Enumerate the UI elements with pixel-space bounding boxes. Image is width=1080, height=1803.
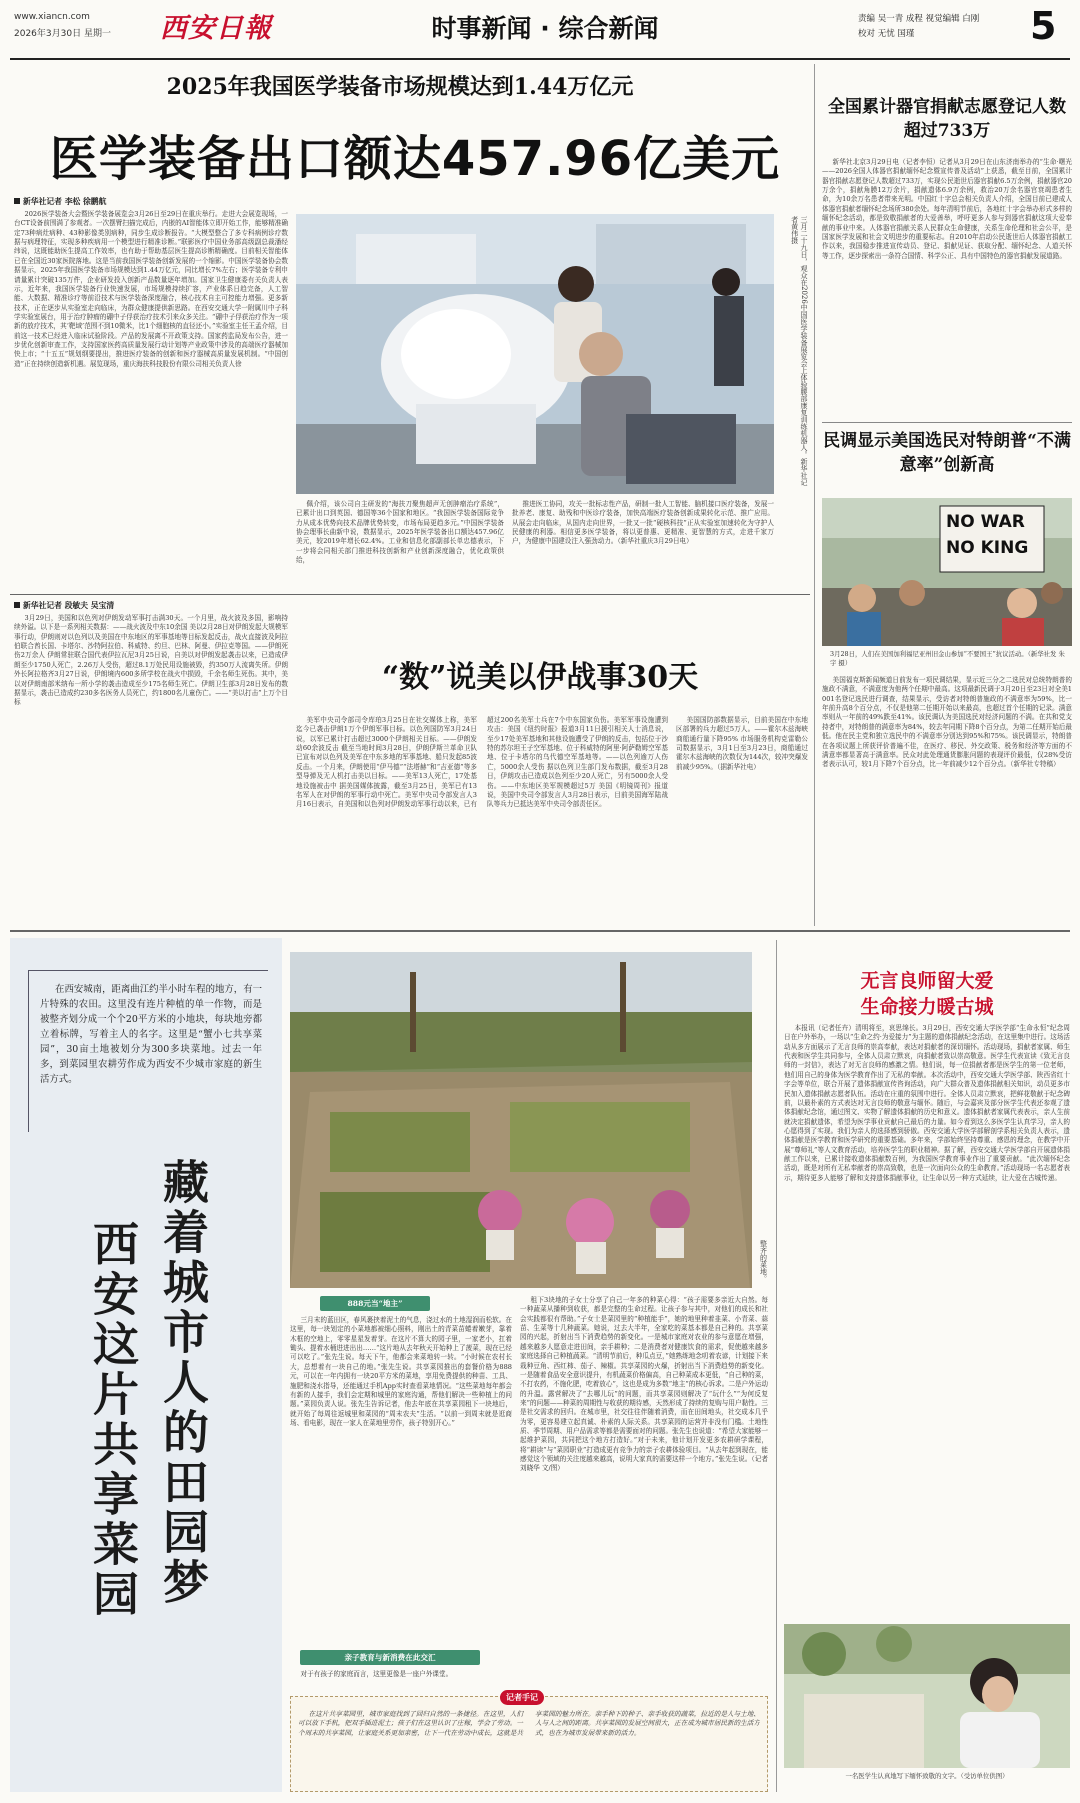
- war-column-3: [676, 716, 808, 924]
- section-title: 时事新闻 · 综合新闻: [431, 14, 659, 43]
- site-url[interactable]: www.xiancn.com: [14, 12, 90, 22]
- feature-col1-text: 三月末的蓝田区，春风裹挟着泥土的气息，浇过水的土地湿润而松软。在这里，每一块划定的小菜地都被细心照料，刚出土的青菜苗蜷着嫩芽，靠着木框的空地上，零零星星发着芽。在这片不算大的园子里，一家老小，扛着锄头、提着水桶进进出出……“这片地从去年秋天开始种上了菠菜，现在已经可以吃了。”张先生说。每天下午，他都会来菜地转一转。“小时候在农村长大，总想着有一块自己的地。”张先生说。共享菜园推出的套餐价格为888元，可以在一年内拥有一块20平方米的菜地，享用免费提供的种苗、工具、施肥和浇水指导，还能通过手机App实时查看菜地情况。“这些菜地每年都会有新的人接手，我们会定期和城里的家庭沟通，帮他们解决一些种植上的问题。”菜园负责人说。张先生告诉记者，他去年底在共享菜园租下一块地后，就开始了每周往返城里和菜园的“周末农夫”生活。“以前一到周末就是逛商场、看电影，现在一家人在菜地里劳作，孩子特别开心。”: [290, 1316, 512, 1427]
- reporter-note-body: [298, 1710, 760, 1788]
- masthead: [0, 0, 1080, 58]
- protest-sign-line1: NO WAR: [946, 512, 1025, 532]
- mentor-body: [784, 1024, 1070, 1616]
- mentor-text: 本报讯（记者任卉）清明将至，哀思绵长。3月29日，西安交通大学医学部“生命永恒”纪念周日在户外举办，一场以“生命之约·为爱接力”为主题的遗体捐献纪念活动，在这里集中进行。这场活动从多方面展示了无言良师的崇高奉献，表达对捐献者的深切缅怀。活动现场，捐献者家属、师生代表和医学生共同参与，全体人员肃立默哀，向捐献者致以崇高敬意。医学生代表宣读《致无言良师的一封信》，表达了对无言良师的感激之情。他们说，每一位捐献者都是医学生的第一位老师，他们用自己的身体为医学教育作出了无私的奉献。本次活动中，西安交通大学医学部、陕西省红十字会等单位，联合开展了遗体捐献宣传咨询活动，向广大群众普及遗体捐献相关知识，动员更多市民加入遗体捐献志愿者队伍。活动在庄重的氛围中进行。全体人员肃立默哀，把鲜花敬献于纪念碑前，以最朴素的方式表达对无言良师的敬意与缅怀。随后，与会嘉宾及部分医学生代表还参观了遗体捐献纪念馆，通过图文、实物了解遗体捐献的历史和意义。遗体捐献者家属代表表示，亲人生前就决定捐献遗体，希望为医学事业贡献自己最后的力量。如今看到这么多医学生认真学习，亲人的心愿得到了实现。我们为亲人的选择感到骄傲。西安交通大学医学部解剖学系相关负责人表示，遗体捐献是医学教育和医学研究的重要基础。多年来，学部始终坚持尊重、感恩的理念，在教学中开展“尊师礼”等人文教育活动，培养医学生的职业精神。据了解，西安交通大学医学部自开展遗体捐献工作以来，已累计接收遗体捐献数百例，为我国医学教育事业作出了重要贡献。“此次缅怀纪念活动，既是对所有无私奉献者的崇高致敬，也是一次面向公众的生命教育。”活动现场一名志愿者表示，期待更多人能够了解和支持遗体捐献事业，让生命以另一种方式延续，让大爱在古城传递。: [784, 1024, 1070, 1182]
- lead-kicker: 2025年我国医学装备市场规模达到1.44万亿元: [166, 74, 634, 100]
- mentor-headline-line2: 生命接力暖古城: [860, 996, 994, 1018]
- war-column-1: [14, 614, 288, 924]
- war-byline: 新华社记者 段敏夫 吴宝清: [14, 600, 114, 611]
- lead-column-3: [512, 500, 774, 590]
- editor-credits: 责编 吴一青 成程 视觉编辑 白刚: [858, 14, 980, 24]
- feature-intro: [40, 982, 262, 1132]
- lead-col3-text: 推进医工协同，攻关一批标志性产品，研制一批人工智能、脑机接口医疗装备，发展一批养老、康复、助残和中医诊疗装备，加快高端医疗装备创新成果转化示范、推广应用。从展会走向临床，从国内走向世界，一批又一批“硬核科技”正从实验室加速转化为守护人民健康的利器。相信更多医学装备，将以更普惠、更精准、更智慧的方式，走进千家万户，为健康中国建设注入强劲动力。（新华社重庆3月29日电）: [512, 500, 774, 546]
- lead-photo-caption: 三月二十九日，观众在2026中国医学装备展览会上体验腰部康复训练机器人。新华社记者黄伟摄: [790, 216, 808, 486]
- feature-column-1: [290, 1316, 512, 1644]
- organ-donation-body: [822, 158, 1072, 418]
- lead-headline: 医学装备出口额达457.96亿美元: [49, 131, 781, 187]
- feature-col1b-text: 对于有孩子的家庭而言，这里更像是一座户外课堂。: [300, 1670, 453, 1678]
- war-column-2: [296, 716, 668, 924]
- protest-photo: [822, 498, 1072, 646]
- feature-intro-text: 在西安城南，距离曲江约半小时车程的地方，有一片特殊的农田。这里没有连片种植的单一作物，而是被整齐划分成一个个20平方米的小地块，每块地旁都立着标牌，写着主人的名字。这里是“蟹小七共享菜园”，30亩土地被划分为300多块菜地。过去一年多，到菜园里农耕劳作成为西安不少城市家庭的新生活方式。: [40, 984, 262, 1086]
- garden-photo-caption: 整齐的菜地。: [759, 1240, 768, 1282]
- proof-credits: 校对 无忧 国瑾: [858, 29, 915, 39]
- newspaper-logo: 西安日報: [160, 13, 272, 44]
- lead-column-1: [14, 210, 288, 586]
- organ-donation-text: 新华社北京3月29日电（记者李恒）记者从3月29日在山东济南举办的“生命·曙光——2026全国人体器官捐献缅怀纪念暨宣传普及活动”上获悉，截至目前，全国累计器官捐献志愿登记人数超过733万，实现公民逝世后器官捐献6.5万余例，捐献器官20万余个，捐献角膜12万余片，捐献遗体6.9万余例，救治20万余名器官衰竭患者生命，为10余万名患者带来光明。中国红十字总会相关负责人介绍，全国目前已建成人体器官捐献者缅怀纪念场所380余处。每年清明节前后，各地红十字会举办形式多样的缅怀纪念活动，都是致敬捐献者的大爱善举，呼吁更多人参与到器官捐献这项大爱奉献的事业中来。人体器官捐献关系人民群众生命健康，关系生命伦理和社会公平，是国家医学发展和社会文明进步的重要标志。自2010年启动公民逝世后人体器官捐献工作以来，我国稳步推进宣传动员、登记、捐献见证、获取分配、缅怀纪念、人道关怀等工作，逐步探索出一条符合国情、科学公正、具有中国特色的器官捐献发展道路。: [822, 158, 1072, 260]
- lead-byline: 新华社记者 李松 徐鹏航: [14, 196, 106, 207]
- feature-col2-text: 租下3块地的子女士分享了自己一年多的种菜心得：“孩子需要多亲近大自然。每一种蔬菜从播种到收获，都是完整的生命过程。让孩子参与其中，对他们的成长和社会实践都很有帮助。”子女士是菜园里的“种植能手”，她的地里种着韭菜、小青菜、蒜苗、生菜等十几种蔬菜。她说，过去大半年，全家吃的菜基本都是自己种的。共享菜园的兴起，折射出当下消费趋势的新变化。一是城市家庭对农业的参与意愿在增强，越来越多人愿意走进田间，亲手耕种；二是消费者对健康饮食的需求，促使越来越多家庭选择自己种植蔬菜。“清明节前后，种瓜点豆，”她熟练地念叨着农谚，计划接下来栽种豆角、西红柿、茄子、辣椒。共享菜园的火爆，折射出当下消费趋势的新变化。一是随着食品安全意识提升，有机蔬菜价格偏高，自己种菜成本更低，“自己种的菜，不打农药，不施化肥，吃着放心”，这也是成为多数“地主”的核心诉求。二是户外运动的升温。露营解决了“去哪儿玩”的问题，而共享菜园则解决了“玩什么”“为何反复来”的问题——种菜的周期性与收获的期待感，天然形成了持续的复购与用户黏性。三是社交需求的回归。在城市里，社交往往伴随着消费，而在田间地头，社交成本几乎为零，更容易建立起真诚、朴素的人际关系。共享菜园的运营并非没有门槛。土地性质、季节周期、用户品需求等都是需要面对的问题。张先生也说道：“希望大家能够一起维护菜园，共同把这个地方打造好。”对于未来，他计划开发更多农耕研学课程，将“耕读”与“菜园职业”打造成更有竞争力的亲子农耕体验项目。“从去年起到现在，能感觉这个领域的关注度越来越高，说明大家真的需要这样一个地方。”张先生说。（记者 刘晓华 文/图）: [520, 1296, 768, 1473]
- reporter-note-text: 在这片共享菜园里，城市家庭找到了回归自然的一条捷径。在这里，人们可以放下手机，把双手插进泥土；孩子们在这里认识了庄稼，学会了劳动。一个周末的共享菜园，让家庭关系更加亲密，让下一代在劳动中成长，这就是共享菜园的魅力所在。亲手种下的种子、亲手收获的蔬菜，拉近的是人与土地、人与人之间的距离。共享菜园的发展空间很大，正在成为城市居民新的生活方式，也在为城市发展带来新的活力。: [298, 1710, 760, 1737]
- feature-title-line2: 西安这片共享菜园: [86, 1220, 140, 1620]
- organ-donation-headline: 全国累计器官捐献志愿登记人数超过733万: [828, 97, 1066, 141]
- war-col3-text: 美国国防部数据显示，目前美国在中东地区部署的兵力超过5万人。——霍尔木兹海峡商船通行量下降95% 市场服务机构克雷勒公司数据显示，3月1日至3月23日，商船通过霍尔木兹海峡的次数仅为144次，较冲突爆发前减少95%。（据新华社电）: [676, 716, 808, 771]
- lead-col1-text: 2026医学装备大会暨医学装备展览会3月26日至29日在重庆举行。走进大会展览现场，一台CT设备前围满了参观者。一次摆臂扫描完成后，内嵌的AI智能体立即开始工作，能够精准确定73种病灶病种、43种影像类别病种，同步生成诊断报告。“大模型整合了多专科病例诊疗数据与病理特征，实现多种疾病用一个模型进行精准诊断。”联影医疗中国业务部高级副总裁潘经纬说，这既能助医生提高工作效率，也有助于帮助基层医生提高诊断精确度。目前相关智能体已在全国近30家医院落地。这是当前我国医学装备创新发展的一个缩影。中国医学装备协会数据显示，2025年我国医学装备市场规模达到1.44万亿元，同比增长7%左右；医学装备专利申请量累计突破135万件，企业研发投入创新产品数量逐年增加。国家卫生健康委有关负责人表示，近年来，我国医学装备行业快速发展，市场规模持续扩容，产业体系日趋完备，人工智能、大数据、精准诊疗等前沿技术与医学装备深度融合，核心技术自主可控能力增强。更多新技术，正在逐步从实验室走向临床，为群众健康提供新思路。在西安交通大学一附属川中子科学实验室展台，用于治疗肿瘤的硼中子俘获治疗技术引来众多关注。“硼中子俘获治疗作为一项新的放疗技术，其‘靶域’范围不到10微米，比1个细胞核的直径还小。”实验室主任王孟介绍，目前这一技术已经进入临床试验阶段。产品的发展离不开政策支持。国家药监局发布公告，进一步优化创新审查工作，支持国家医药高质量发展行动计划等产业政策中涉及的高端医疗器械加快上市；“十五五”规划纲要提出，推进医疗装备的创新和医疗器械高质量发展机制。“中国创造”正在持续创造新机遇。展览现场，重庆海扶科技股份有限公司相关负责人徐: [14, 210, 288, 368]
- lead-photo: [296, 214, 774, 494]
- feature-subhead-1: 888元当“地主”: [320, 1296, 430, 1311]
- mentor-headline-line1: 无言良师留大爱: [860, 970, 994, 992]
- garden-photo: [290, 952, 752, 1288]
- protest-sign-line2: NO KING: [946, 538, 1029, 558]
- feature-title-line1: 藏着城市人的田园梦: [156, 1158, 210, 1608]
- feature-subhead-2: 亲子教育与新消费在此交汇: [300, 1650, 480, 1665]
- war-col2-text: 美军中央司令部司令库珀3月25日在社交媒体上称，美军迄今已袭击伊朗1万个伊朗军事目标。以色列国防军3月24日说，以军已累计打击超过3000个伊朗相关目标。——伊朗发动60余波反击 截至当地时间3月28日，伊朗伊斯兰革命卫队已宣布对以色列及美军在中东多地的军事基地、船只发起85波反击。一个月来，伊朗使用“伊马德”“法塔赫”和“吉亚德”等多型导弹及无人机打击美以目标。——美军13人死亡，17处基地设施被击中 据美国媒体披露，截至3月25日，美军已有13名军人在对伊朗的军事行动中死亡。美军中央司令部发言人3月16日表示，自美国和以色列对伊朗发动军事行动以来，已有超过200名美军士兵在7个中东国家负伤。美军军事设施遭到攻击：美国《纽约时报》报道3月11日援引相关人士消息说，至少17处美军基地和其他设施遭受了伊朗的反击，包括位于沙特的苏尔坦王子空军基地、位于科威特的阿里·阿萨勒姆空军基地、位于卡塔尔的乌代德空军基地等。——以色列逾万人伤亡，5000余人受伤 据以色列卫生部门发布数据，截至3月28日，伊朗攻击已造成以色列至少20人死亡，另有5000余人受伤。——中东地区美军规模超过5万 美国《明镜周刊》报道说，美国中央司令部发言人3月28日表示，目前美国海军陆战队等兵力已抵达美军中央司令部责任区。: [296, 716, 668, 809]
- feature-column-1b: [290, 1670, 512, 1686]
- student-photo-caption: 一名医学生认真地写下缅怀致敬的文字。（受访单位供图）: [845, 1772, 1009, 1780]
- poll-headline: 民调显示美国选民对特朗普“不满意率”创新高: [823, 431, 1071, 475]
- war-headline: “数”说美以伊战事30天: [381, 660, 699, 695]
- war-col1-text: 3月29日，美国和以色列对伊朗发动军事打击满30天。一个月里，战火波及多国，影响持续外溢。以下是一系列相关数据：——战火波及中东10余国 美以2月28日对伊朗发起大规模军事行动，伊朗则对以色列以及美国在中东地区的军事基地等目标发起反击，战火直接波及阿拉伯联合酋长国、卡塔尔、沙特阿拉伯、科威特、约旦、巴林、阿曼、伊拉克等国。——伊朗死伤2万余人 伊朗常驻联合国代表伊拉瓦尼3月25日说，自美以对伊朗发起袭击以来，已造成伊朗至少1750人死亡，2.26万人受伤，超过8.1万处民用设施被毁，约350万人流离失所。伊朗外长阿拉格齐3月27日说，伊朗境内600多所学校在战火中损毁，千余名师生死伤。其中，美以对伊朗南部米纳布一所小学的袭击造成至少175名师生死亡。伊朗卫生部3月28日发布的数据显示，袭击已造成约230多名医务人员死亡，约1800名儿童伤亡。——“美以打击”上万个目标: [14, 614, 288, 707]
- student-photo: [784, 1624, 1070, 1768]
- lead-column-2: [296, 500, 504, 590]
- reporter-note-badge: 记者手记: [500, 1690, 544, 1705]
- issue-date: 2026年3月30日 星期一: [14, 29, 111, 39]
- poll-text: 美国福克斯新闻频道日前发布一项民调结果，显示近三分之二选民对总统特朗普的施政不满意，不满意度为他两个任期中最高。这项最新民调于3月20日至23日对全美1001名登记选民进行调查，结果显示，受访者对特朗普施政的不满意率为59%，比一年前升高8个百分点，不仅是他第二任期开始以来最高，也超过首个任期的记录。满意率则从一年前的49%跌至41%。该民调认为美国选民对经济问题的不满。在共和党支持者中，对特朗普的满意率为84%，较去年同期下降8个百分点，为第二任期开始后最低。他在民主党和独立选民中的不满意率分别达到95%和75%。该民调显示，特朗普在各项议题上所获评价普遍不佳，在医疗、移民、外交政策、税务和经济等方面的不满意率都显著高于满意率。民众对此处理通货膨胀问题的表现评价最低，仅28%受访者表示认可，较1月下降7个百分点，比一年前减少12个百分点。（新华社专特稿）: [822, 676, 1072, 769]
- protest-photo-caption: 3月28日，人们在美国加利福尼亚州旧金山参加“不要国王”抗议活动。（新华社发 朱宇 摄）: [830, 650, 1065, 667]
- poll-body: [822, 676, 1072, 922]
- page-number: 5: [1030, 4, 1057, 48]
- lead-col2-text: 佩介绍，该公司自主研发的“海扶刀聚焦超声无创肿瘤治疗系统”，已累计出口到英国、德国等36个国家和地区。“我国医学装备国际竞争力从成本优势向技术品牌优势转变，市场布局更趋多元。”中国医学装备协会理事长曲新中说，数据显示，2025年医学装备出口额达457.96亿美元，较2019年增长62.4%。工业和信息化部副部长单忠德表示，下一步将会同相关部门推进科技创新和产业创新深度融合，优化政策供给，: [296, 500, 504, 565]
- feature-column-2: [520, 1296, 768, 1688]
